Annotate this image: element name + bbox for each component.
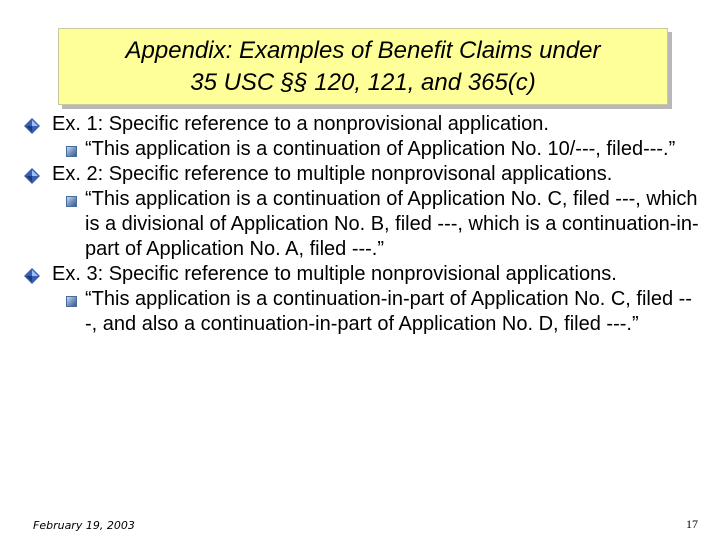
example-3-quote: “This application is a continuation-in-part of Application No. C, filed ---, and also a continuation-in-part of Application No. D, filed ---.” xyxy=(85,288,692,335)
slide-title-box xyxy=(58,28,668,105)
square-bullet-icon xyxy=(66,296,77,307)
example-3-heading-item xyxy=(0,262,720,287)
example-3-quote-item xyxy=(0,287,720,337)
slide-content xyxy=(0,112,720,337)
diamond-bullet-icon xyxy=(24,118,40,134)
square-bullet-icon xyxy=(66,146,77,157)
example-2-heading: Ex. 2: Specific reference to multiple nonprovisonal applications. xyxy=(52,163,613,185)
slide-title-line-2: 35 USC §§ 120, 121, and 365(c) xyxy=(190,68,536,96)
diamond-bullet-icon xyxy=(24,168,40,184)
example-3-heading: Ex. 3: Specific reference to multiple nonprovisional applications. xyxy=(52,263,617,285)
footer-date: February 19, 2003 xyxy=(33,519,135,532)
slide-title-line-1: Appendix: Examples of Benefit Claims under xyxy=(125,36,601,64)
example-1-heading: Ex. 1: Specific reference to a nonprovisional application. xyxy=(52,113,549,135)
example-1-heading-item xyxy=(0,112,720,137)
example-1-quote: “This application is a continuation of Application No. 10/---, filed---.” xyxy=(85,138,676,160)
diamond-bullet-icon xyxy=(24,268,40,284)
example-2-quote: “This application is a continuation of Application No. C, filed ---, which is a divisional of Application No. B, filed ---, which is a continuation-in-part of Application No. A, filed ---.” xyxy=(85,188,699,260)
example-1-quote-item xyxy=(0,137,720,162)
example-2-heading-item xyxy=(0,162,720,187)
page-number: 17 xyxy=(686,517,698,531)
square-bullet-icon xyxy=(66,196,77,207)
example-2-quote-item xyxy=(0,187,720,262)
